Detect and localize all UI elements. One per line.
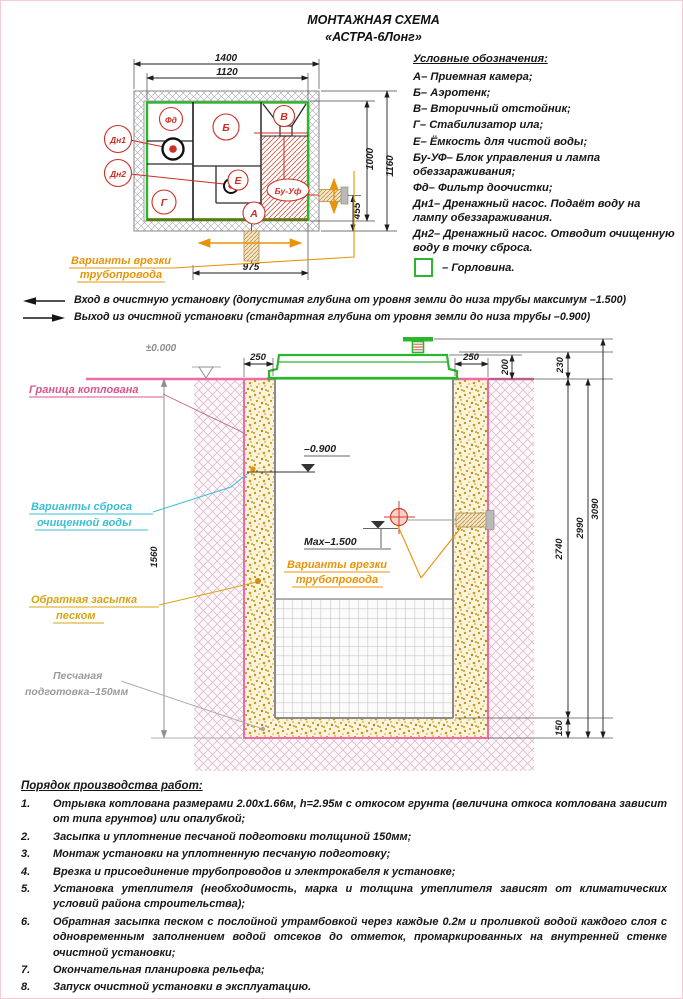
right-pipe-cap: [341, 187, 348, 204]
legend-item: Б– Аэротенк;: [413, 87, 491, 100]
section-pipe-cap: [486, 511, 494, 530]
section-tank: [267, 337, 459, 718]
inlet-note: [23, 294, 673, 306]
legend-item: Г– Стабилизатор ила;: [413, 119, 544, 132]
sand-backfill-left: [244, 379, 274, 738]
work-order: [21, 780, 667, 998]
section-right-pipe: [456, 513, 488, 527]
gorlovina-label: – Горловина.: [442, 261, 515, 274]
legend-item: Бу-УФ– Блок управления и лампа обеззараживания;: [413, 151, 601, 178]
legend-heading: Условные обозначения:: [413, 53, 548, 65]
title-line1: МОНТАЖНАЯ СХЕМА: [307, 13, 440, 27]
plan-view-drawing: [1, 51, 411, 296]
work-step: 4. Врезка и присоединение трубопроводов и электрокабеля к установке;: [21, 865, 456, 878]
inlet-note-text: Вход в очистную установку (допустимая глубина от уровня земли до низа трубы максимум –1.500): [74, 294, 627, 306]
dim-1120: 1120: [216, 67, 238, 78]
label-pump2: Дн2: [110, 169, 126, 179]
work-order-heading: Порядок производства работ:: [21, 780, 203, 792]
dim-1000: 1000: [365, 147, 376, 171]
right-pipe-stub: [319, 190, 342, 202]
dim-150: 150: [554, 720, 565, 736]
pipe-note-line1: Варианты врезки: [71, 255, 171, 267]
label-secondary: В: [280, 111, 288, 123]
pit-boundary-label: Граница котлована: [29, 384, 139, 396]
level-900: –0.900: [304, 443, 337, 455]
work-step: 2. Засыпка и уплотнение песчаной подготовки толщиной 150мм;: [21, 830, 412, 843]
work-step: 7. Окончательная планировка рельефа;: [21, 963, 265, 976]
work-step: 8. Запуск очистной установки в эксплуатацию.: [21, 981, 312, 994]
label-fd: Фд: [165, 115, 177, 125]
dim-250-left: 250: [250, 352, 266, 363]
legend-item: В– Вторичный отстойник;: [413, 103, 571, 116]
title-line2: «АСТРА-6Лонг»: [325, 29, 422, 44]
dim-2990: 2990: [575, 517, 586, 539]
backfill-label-line1: Обратная засыпка: [31, 594, 138, 606]
section-pipe-note-line1: Варианты врезки: [287, 559, 387, 571]
control-block-hatch: [262, 137, 308, 220]
pipe-note-line2: трубопровода: [79, 269, 163, 281]
label-clean: Е: [234, 175, 242, 187]
vent-cap: [403, 337, 433, 353]
legend-item: Фд– Фильтр доочистки;: [413, 181, 553, 194]
level-max1500: Max–1.500: [304, 536, 357, 548]
tank-lid: [269, 355, 457, 378]
dim-200: 200: [500, 359, 511, 375]
outlet-note-text: Выход из очистной установки (стандартная глубина от уровня земли до низа трубы –0.900): [74, 311, 591, 323]
level-zero: ±0.000: [145, 343, 177, 354]
outlet-note: [23, 311, 673, 323]
dim-2740: 2740: [554, 538, 565, 560]
legend-gorlovina-row: [413, 258, 677, 277]
work-step: 1. Отрывка котлована размерами 2.00х1.66м, h=2.95м с откосом грунта (величина откоса котлована зависит от типа грунтов) или опалубкой;: [21, 798, 667, 826]
label-receiver: А: [250, 208, 258, 220]
work-step: 5. Установка утеплителя (необходимость, марка и толщина утеплителя зависят от климатических условий района строительства);: [21, 882, 667, 911]
sand-preparation-layer: [274, 718, 454, 738]
label-stabilizer: Г: [160, 197, 168, 209]
dim-1560: 1560: [149, 546, 160, 568]
legend-item: Е– Ёмкость для чистой воды;: [413, 135, 588, 148]
bottom-pipe-stub: [244, 231, 259, 261]
dim-975: 975: [242, 262, 260, 273]
legend-item: Дн2– Дренажный насос. Отводит очищенную воду в точку сброса.: [413, 228, 675, 255]
work-step: 3. Монтаж установки на уплотненную песчаную подготовку;: [21, 848, 391, 861]
dim-3090: 3090: [590, 498, 601, 520]
tank-ribbed-bottom: [275, 599, 453, 718]
dim-455: 455: [352, 202, 363, 220]
gorlovina-square-icon: [414, 258, 433, 277]
label-aero: Б: [222, 122, 230, 134]
page-title: [256, 12, 491, 46]
label-control: Бу-Уф: [274, 186, 302, 196]
discharge-label-line2: очищенной воды: [37, 517, 132, 529]
work-step: 6. Обратная засыпка песком с послойной утрамбовкой через каждые 0.2м и проливкой водой каждого слоя с одновременным заполнением водой отсеков до отметок, промаркированных на внутренней стенке очистной установки;: [21, 915, 667, 959]
section-pipe-note-line2: трубопровода: [295, 574, 379, 586]
inlet-arrow-icon: [23, 296, 65, 306]
legend-item: Дн1– Дренажный насос. Подаёт воду на лампу обеззараживания.: [413, 197, 641, 225]
cross-section-drawing: [1, 336, 683, 776]
dim-250-right: 250: [463, 352, 479, 363]
label-pump1: Дн1: [110, 135, 126, 145]
legend: [413, 52, 677, 277]
discharge-label-line1: Варианты сброса: [31, 501, 133, 513]
legend-item: А– Приемная камера;: [413, 71, 533, 84]
sand-prep-label-line2: подготовка–150мм: [25, 686, 129, 698]
backfill-label-line2: песком: [56, 610, 96, 622]
sand-backfill-right: [454, 379, 488, 738]
dim-1160: 1160: [385, 155, 396, 177]
dim-230: 230: [555, 357, 566, 373]
dim-1400: 1400: [214, 53, 238, 64]
zero-level-mark: [146, 343, 221, 378]
outlet-arrow-icon: [23, 313, 65, 323]
sand-prep-label-line1: Песчаная: [53, 670, 103, 682]
